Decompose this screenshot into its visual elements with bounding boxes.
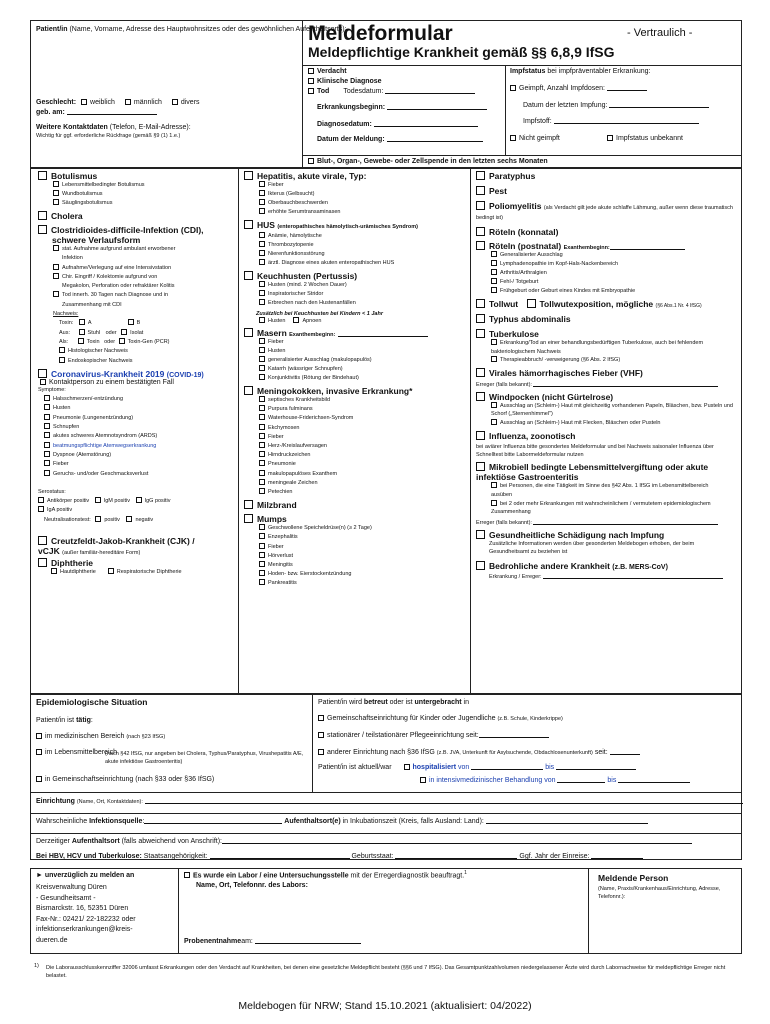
geimpft-option[interactable]: Geimpft, Anzahl Impfdosen: <box>510 85 647 93</box>
epi-title: Epidemiologische Situation <box>36 697 148 707</box>
sex-row: Geschlecht: weiblich männlich divers <box>36 99 200 106</box>
meningo-sub-item[interactable]: septisches Krankheitsbild <box>259 396 468 405</box>
medizinisch-option[interactable]: im medizinischen Bereich (nach §23 IfSG) <box>36 733 165 741</box>
meningo-sub-item[interactable]: makulopapulöses Exanthem <box>259 470 468 479</box>
covid-option[interactable]: Coronavirus-Krankheit 2019 (COVID-19) <box>38 369 236 379</box>
meningo-sub-item[interactable]: Purpura fulminans <box>259 405 468 414</box>
stationaer-option[interactable]: stationärer / teilstationärer Pflegeeinrichtung seit: <box>318 732 549 740</box>
masern-sub-item[interactable]: Konjunktivitis (Rötung der Bindehaut) <box>259 374 468 383</box>
intensiv-row[interactable]: in intensivmedizinischer Behandlung von bis <box>420 777 690 785</box>
probenentnahme-field[interactable]: Probenentnahmeam: <box>184 938 361 946</box>
hbv-row: Bei HBV, HCV und Tuberkulose: Staatsangehörigkeit: Geburtsstaat: Ggf. Jahr der Einreise: <box>36 853 643 861</box>
nicht-geimpft-option[interactable]: Nicht geimpft <box>510 135 560 143</box>
impfstatus-unbekannt-option[interactable]: Impfstatus unbekannt <box>607 135 683 143</box>
symptom-item[interactable]: beatmungspflichtige Atemwegserkrankung <box>44 442 236 451</box>
sex-maennlich-checkbox[interactable] <box>125 99 131 105</box>
mikrobiell-option[interactable]: Mikrobiell bedingte Lebensmittelvergiftung oder akute infektiöse Gastroenteritis <box>476 462 709 483</box>
lebensmittel-note: (nach §42 IfSG, nur angeben bei Cholera, Typhus/Paratyphus, Virushepatitis A/E, akute infektiöse Gastroenteritis) <box>105 751 304 765</box>
form-title: Meldeformular <box>308 22 453 45</box>
hepatitis-sub-item[interactable]: Oberbauchbeschwerden <box>259 199 468 208</box>
symptome-label: Symptome: <box>38 386 66 393</box>
aus-row: Aus: Stuhl oder Isolat <box>59 329 144 336</box>
born-field[interactable] <box>67 114 157 115</box>
masern-sub-item[interactable]: Husten <box>259 347 468 356</box>
hepatitis-sub-item[interactable]: Ikterus (Gelbsucht) <box>259 190 468 199</box>
aktuell-row: Patient/in ist aktuell/war hospitalisiert von bis <box>318 764 636 772</box>
vhf-option[interactable]: Virales hämorrhagisches Fieber (VHF) <box>476 368 738 378</box>
roeteln-sub-item[interactable]: Lymphadenopathie im Kopf-Hals-Nackenbereich <box>491 260 738 269</box>
meldende-person-note: (Name, Praxis/Krankenhaus/Einrichtung, Adresse, Telefonnr.): <box>598 886 721 900</box>
send-title: ► unverzüglich zu melden an <box>36 872 135 879</box>
diphtherie-option[interactable]: Diphtherie <box>38 558 236 568</box>
diagnosedatum-field[interactable]: Diagnosedatum: <box>317 121 478 129</box>
symptom-item[interactable]: Dyspnoe (Atemstörung) <box>44 451 236 460</box>
andere-einrichtung-option[interactable]: anderer Einrichtung nach §36 IfSG (z.B. JVA, Unterkunft für Asylsuchende, Obdachlosenunterkunft) seit: <box>318 749 640 757</box>
roeteln-sub-item[interactable]: Fehl-/ Totgeburt <box>491 278 738 287</box>
endo-option[interactable]: Endoskopischer Nachweis <box>59 357 236 366</box>
mumps-sub-item[interactable]: Fieber <box>259 543 468 552</box>
cdi-title-line2: schwere Verlaufsform <box>52 235 141 245</box>
gemeinschaft-option[interactable]: in Gemeinschaftseinrichtung (nach §33 oder §36 IfSG) <box>36 776 214 784</box>
labor-option[interactable]: Es wurde ein Labor / eine Untersuchungsstelle mit der Erregerdiagnostik beauftragt.$^1$ <box>184 871 467 880</box>
tb-sub-item[interactable]: Erkrankung/Tod an einer behandlungsbedürftigen Tuberkulose, auch bei fehlendem bakteriologischem Nachweis <box>491 340 704 355</box>
meningo-sub-item[interactable]: Waterhouse-Friderichsen-Syndrom <box>259 414 468 423</box>
roeteln-sub-item[interactable]: Frühgeburt oder Geburt eines Kindes mit Embryopathie <box>491 287 738 296</box>
tod-option[interactable]: Tod Todesdatum: <box>308 88 475 96</box>
influenza-option[interactable]: Influenza, zoonotisch <box>476 431 738 441</box>
roeteln-postnatal-option[interactable]: Röteln (postnatal) Exanthembeginn: <box>476 241 738 251</box>
mikro-sub-item[interactable]: bei 2 oder mehr Erkrankungen mit wahrscheinlichem / vermutetem epidemiologischem Zusammenhang <box>491 500 711 516</box>
symptom-item[interactable]: akutes schweres Atemnotsyndrom (ARDS) <box>44 432 236 441</box>
windpocken-option[interactable]: Windpocken (nicht Gürtelrose) <box>476 392 738 402</box>
meningo-sub-item[interactable]: Petechien <box>259 488 468 497</box>
form-page <box>30 20 742 979</box>
symptom-item[interactable]: Husten <box>44 404 236 413</box>
aufenthaltsort-field[interactable]: Derzeitiger Aufenthaltsort (falls abweichend von Anschrift): <box>36 838 692 846</box>
cdi-sub-item[interactable]: Chir. Eingriff / Kolektomie aufgrund von <box>53 273 236 282</box>
pest-option[interactable]: Pest <box>476 186 738 196</box>
footnote-number: 1) <box>34 963 39 969</box>
blut-option[interactable]: Blut-, Organ-, Gewebe- oder Zellspende in den letzten sechs Monaten <box>308 158 548 166</box>
vhf-erreger-field[interactable]: Erreger (falls bekannt): <box>476 382 738 388</box>
sex-weiblich-checkbox[interactable] <box>81 99 87 105</box>
keuch-sub-item[interactable]: Erbrechen nach den Hustenanfällen <box>259 299 468 308</box>
keuchhusten-option[interactable]: Keuchhusten (Pertussis) <box>244 271 468 281</box>
form-subtitle: Meldepflichtige Krankheit gemäß §§ 6,8,9 IfSG <box>308 44 615 60</box>
klinisch-option[interactable]: Klinische Diagnose <box>308 78 382 86</box>
hepatitis-option[interactable]: Hepatitis, akute virale, Typ: <box>244 171 468 181</box>
botulismus-sub-item[interactable]: Säuglingsbotulismus <box>53 199 236 208</box>
cdi-sub-text: Infektion <box>62 255 83 262</box>
sex-divers-checkbox[interactable] <box>172 99 178 105</box>
confidential-label: - Vertraulich - <box>627 27 693 39</box>
sero-iga-option[interactable]: IgA positiv <box>38 506 236 515</box>
roeteln-sub-item[interactable]: Generalisierter Ausschlag <box>491 251 738 260</box>
botulismus-sub-item[interactable]: Wundbotulismus <box>53 190 236 199</box>
roeteln-sub-item[interactable]: Arthritis/Arthralgien <box>491 269 738 278</box>
meningo-sub-item[interactable]: meningeale Zeichen <box>259 479 468 488</box>
keuch-kinder-label: Zusätzlich bei Keuchhusten bei Kindern < 1 Jahr <box>256 311 383 317</box>
mumps-sub-item[interactable]: Hörverlust <box>259 552 468 561</box>
mumps-sub-item[interactable]: Meningitis <box>259 561 468 570</box>
mumps-sub-item[interactable]: Hoden- bzw. Eierstockentzündung <box>259 570 468 579</box>
cdi-sub-item[interactable]: Tod innerh. 30 Tagen nach Diagnose und in <box>53 291 236 300</box>
bedrohlich-option[interactable]: Bedrohliche andere Krankheit (z.B. MERS-CoV) <box>476 561 738 571</box>
mumps-sub-item[interactable]: Geschwollene Speicheldrüse(n) (≥ 2 Tage) <box>259 524 468 533</box>
masern-sub-item[interactable]: generalisierter Ausschlag (makulopapulös) <box>259 356 468 365</box>
wind-sub-item[interactable]: Ausschlag an (Schleim-) Haut mit Flecken, Bläschen oder Pusteln <box>491 419 736 428</box>
keuch-kinder-row: Husten Apnoen <box>259 317 468 324</box>
mumps-sub-item[interactable]: Enzephalitis <box>259 533 468 542</box>
impfstatus-label: Impfstatus bei impfpräventabler Erkrankung: <box>510 68 651 75</box>
hepatitis-sub-item[interactable]: Fieber <box>259 181 468 190</box>
disease-column-1: Botulismus Lebensmittelbedingter Botulismus Wundbotulismus Säuglingsbotulismus Cholera Clostridioides-difficile-Infektion (CDI), schwere Verlaufsform stat. Aufnahme aufgrund ambulant erworbener Infektion Aufnahme/Verlegung auf eine Intensivstation Chir. Eingriff / Kolektomie aufgrund von Megakolon, Perforation oder refraktärer Kolitis Tod innerh. 30 Tagen nach Diagnose und in Zusammenhang mit CDI Nachweis: Toxin: A B Aus: Stuhl oder Isolat Als: Toxin oder Toxin-Gen (PCR) Histologischer Nachweis Endoskopischer Nachweis Coronavirus-Krankheit 2019 (COVID-19) Kontaktperson zu einem bestätigten Fall Symptome: Halsschmerzen/-entzündung Husten Pneumonie (Lungenentzündung) Schnupfen akutes schweres Atemnotsyndrom (ARDS) beatmungspflichtige Atemwegserkrankung Dyspnoe (Atemstörung) Fieber Geruchs- und/oder Geschmacksverlust Serostatus: Antikörper positiv IgM positiv IgG positiv IgA positiv Neutralisationstest: positiv negativ Creutzfeldt-Jakob-Krankheit (CJK) / vCJK (außer familiär-hereditäre Form) Diphtherie Hautdiphtherie Respiratorische Diphtherie <box>38 171 236 575</box>
kontaktperson-option[interactable]: Kontaktperson zu einem bestätigten Fall <box>38 379 236 386</box>
gem-kinder-option[interactable]: Gemeinschaftseinrichtung für Kinder oder Jugendliche (z.B. Schule, Kinderkrippe) <box>318 715 563 723</box>
meldende-person-title: Meldende Person <box>598 873 669 883</box>
paratyphus-option[interactable]: Paratyphus <box>476 171 738 181</box>
keuch-sub-item[interactable]: Husten (mind. 2 Wochen Dauer) <box>259 281 468 290</box>
meningo-sub-item[interactable]: Hirndruckzeichen <box>259 451 468 460</box>
botulismus-option[interactable]: Botulismus <box>38 171 236 181</box>
contact-note: Wichtig für ggf. erforderliche Rückfrage (gemäß §9 (1) 1.e.) <box>36 133 181 139</box>
footnote-text: Die Laborausschlusskennziffer 32006 umfasst Erkrankungen oder den Verdacht auf Krankheiten, bei denen eine gesetzliche Meldepflicht besteht (§§6 und 7 IfSG). Das Gesamtpunktzahlvolumen niedergelassener Ärzte wird durch Labornachweise für meldepflichtige Erreger nicht belastet. <box>46 965 726 979</box>
roeteln-konnatal-option[interactable]: Röteln (konnatal) <box>476 227 738 237</box>
typhus-option[interactable]: Typhus abdominalis <box>476 314 738 324</box>
hepatitis-sub-item[interactable]: erhöhte Serumtransaminasen <box>259 208 468 217</box>
cdi-sub-text: Megakolon, Perforation oder refraktärer Kolitis <box>62 283 175 290</box>
mumps-sub-item[interactable]: Pankreatitis <box>259 579 468 588</box>
symptom-item[interactable]: Geruchs- und/oder Geschmacksverlust <box>44 470 236 479</box>
nachweis-label: Nachweis: <box>53 311 79 318</box>
histo-option[interactable]: Histologischer Nachweis <box>59 347 236 356</box>
meningo-sub-item[interactable]: Ekchymosen <box>259 424 468 433</box>
cjk-option[interactable]: Creutzfeldt-Jakob-Krankheit (CJK) / <box>38 536 236 546</box>
symptom-item[interactable]: Pneumonie (Lungenentzündung) <box>44 414 236 423</box>
verdacht-option[interactable]: Verdacht <box>308 68 347 76</box>
masern-option[interactable]: Masern Exanthembeginn: <box>244 328 468 338</box>
sero-row-1: Antikörper positiv IgM positiv IgG positiv <box>38 497 236 506</box>
impfstoff-field[interactable]: Impfstoff: <box>523 118 699 126</box>
lebensmittel-option[interactable]: im Lebensmittelbereich <box>36 749 117 757</box>
labor-name-label: Name, Ort, Telefonnr. des Labors: <box>196 882 308 889</box>
tollwut-row: Tollwut Tollwutexposition, mögliche (§6 Abs.1 Nr. 4 IfSG) <box>476 299 738 309</box>
mumps-option[interactable]: Mumps <box>244 514 468 524</box>
hospitalisiert-checkbox[interactable] <box>404 764 410 770</box>
disease-column-2 <box>244 171 468 589</box>
taetig-label: Patient/in ist tätig: <box>36 717 93 724</box>
cdi-sub-item[interactable]: Aufnahme/Verlegung auf eine Intensivstation <box>53 264 236 273</box>
meldedatum-field[interactable]: Datum der Meldung: <box>317 136 483 144</box>
hus-sub-item[interactable]: Anämie, hämolytische <box>259 232 468 241</box>
cdi-sub-text: Zusammenhang mit CDI <box>62 301 122 308</box>
masern-sub-item[interactable]: Fieber <box>259 338 468 347</box>
impfung-note: Zusätzliche Informationen werden über gesonderten Meldebogen erhoben, der beim Gesundheitsamt zu beziehen ist <box>489 540 695 556</box>
mikro-sub-item[interactable]: bei Personen, die eine Tätigkeit im Sinne des §42 Abs. 1 IfSG im Lebensmittelbereich ausüben <box>491 483 709 498</box>
tuberkulose-option[interactable]: Tuberkulose <box>476 329 738 339</box>
impfschaden-option[interactable]: Gesundheitliche Schädigung nach Impfung <box>476 530 738 540</box>
cdi-sub-item[interactable]: stat. Aufnahme aufgrund ambulant erworbener <box>53 245 236 254</box>
letzte-impfung-field[interactable]: Datum der letzten Impfung: <box>523 102 709 110</box>
born-row: geb. am: <box>36 109 157 117</box>
symptom-item[interactable]: Schnupfen <box>44 423 236 432</box>
als-row: Als: Toxin oder Toxin-Gen (PCR) <box>59 338 170 345</box>
mikro-erreger-field[interactable]: Erreger (falls bekannt): <box>476 520 738 526</box>
symptom-item[interactable]: Fieber <box>44 460 236 469</box>
betreut-label: Patient/in wird betreut oder ist untergebracht in <box>318 699 469 706</box>
hus-sub-item[interactable]: ärztl. Diagnose eines akuten enteropathischen HUS <box>259 259 468 268</box>
cholera-option[interactable]: Cholera <box>38 211 236 221</box>
infektionsquelle-field[interactable]: Wahrscheinliche Infektionsquelle: Aufenthaltsort(e) in Inkubationszeit (Kreis, falls Ausland: Land): <box>36 818 648 826</box>
meningo-sub-item[interactable]: Herz-/Kreislaufversagen <box>259 442 468 451</box>
polio-option[interactable]: Poliomyelitis (als Verdacht gilt jede akute schlaffe Lähmung, außer wenn diese traumatisch bedingt ist) <box>476 201 733 221</box>
meningo-sub-item[interactable]: Fieber <box>259 433 468 442</box>
tb-sub-item[interactable]: Therapieabbruch/ -verweigerung (§6 Abs. 2 IfSG) <box>491 356 736 365</box>
hus-sub-item[interactable]: Nierenfunktionsstörung <box>259 250 468 259</box>
hus-sub-item[interactable]: Thrombozytopenie <box>259 241 468 250</box>
footer-version: Meldebogen für NRW; Stand 15.10.2021 (aktualisiert: 04/2022) <box>238 1000 532 1012</box>
influenza-note: bei aviärer Influenza bitte gesondertes Meldeformular und bei Nachweis saisonaler Influenza über Schnelltest bitte Labormeldeformular nutzen <box>476 443 714 458</box>
wind-sub-item[interactable]: Ausschlag an (Schleim-) Haut mit gleichzeitig vorhandenen Papeln, Bläschen, bzw. Pusteln und Schorf („Sternenhimmel") <box>491 402 733 418</box>
erkrankungsbeginn-field[interactable]: Erkrankungsbeginn: <box>317 104 487 112</box>
botulismus-sub-item[interactable]: Lebensmittelbedingter Botulismus <box>53 181 236 190</box>
keuch-sub-item[interactable]: Inspiratorischer Stridor <box>259 290 468 299</box>
toxin-row: Toxin: A B <box>59 320 141 327</box>
patient-label: Patient/in (Name, Vorname, Adresse des Hauptwohnsitzes oder des gewöhnlichen Aufenthaltsorts): <box>36 26 347 33</box>
serostatus-label: Serostatus: <box>38 488 66 495</box>
milzbrand-option[interactable]: Milzbrand <box>244 500 468 510</box>
health-office-address: Kreisverwaltung Düren - Gesundheitsamt - Bismarckstr. 16, 52351 Düren Fax-Nr.: 02421/ 22-182232 oder infektionserkrankungen@kreis- dueren.de <box>36 884 136 944</box>
hus-option[interactable]: HUS (enteropathisches hämolytisch-urämisches Syndrom) <box>244 220 466 232</box>
symptom-item[interactable]: Halsschmerzen/-entzündung <box>44 395 236 404</box>
einrichtung-field[interactable]: Einrichtung (Name, Ort, Kontaktdaten): <box>36 798 743 806</box>
meningo-sub-item[interactable]: Pneumonie <box>259 460 468 469</box>
disease-column-3 <box>476 171 738 580</box>
masern-sub-item[interactable]: Katarrh (wässriger Schnupfen) <box>259 365 468 374</box>
cdi-option[interactable]: Clostridioides-difficile-Infektion (CDI), <box>38 225 236 235</box>
neutralisation-row: Neutralisationstest: positiv negativ <box>44 516 154 523</box>
meningokokken-option[interactable]: Meningokokken, invasive Erkrankung* <box>244 386 468 396</box>
diphtherie-sub-row: Hautdiphtherie Respiratorische Diphtherie <box>51 568 236 575</box>
contact-row: Weitere Kontaktdaten (Telefon, E-Mail-Adresse): <box>36 124 191 131</box>
bedrohlich-erreger-field[interactable]: Erkrankung / Erreger: <box>489 574 738 580</box>
